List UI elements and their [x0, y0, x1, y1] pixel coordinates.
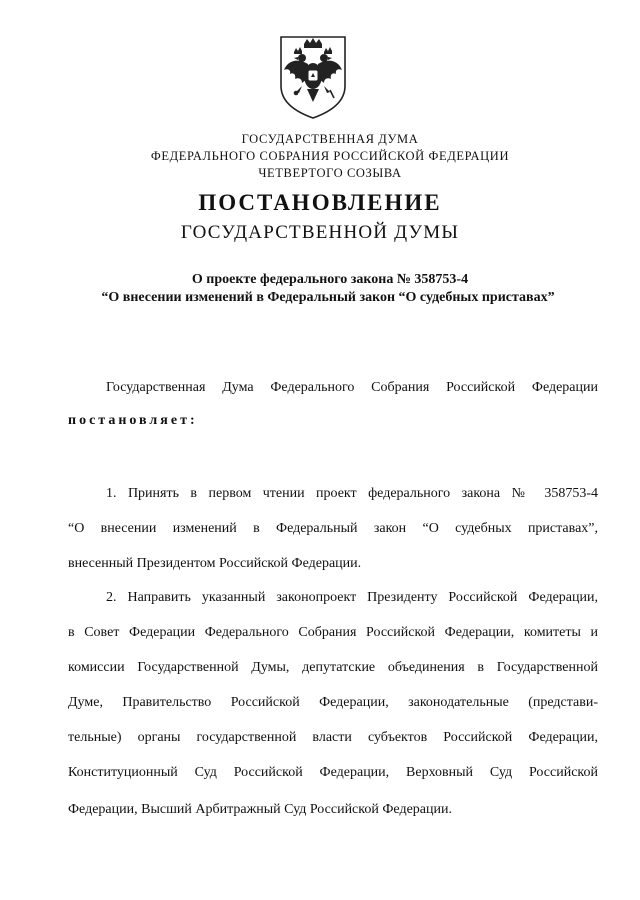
bill-reference: О проекте федерального закона № 358753-4	[191, 272, 469, 287]
item-1-line-1: 1. Принять в первом чтении проект федерального закона № 358753-4	[106, 486, 598, 501]
org-name-line-1: ГОСУДАРСТВЕННАЯ ДУМА	[241, 132, 419, 146]
item-2-line-2: в Совет Федерации Федерального Собрания Российской Федерации, комитеты и	[68, 625, 598, 640]
item-1-line-2: “О внесении изменений в Федеральный закон “О судебных приставах”,	[68, 521, 598, 536]
item-2-line-5: тельные) органы государственной власти субъектов Российской Федерации,	[68, 730, 598, 745]
preamble-text: Государственная Дума Федерального Собрания Российской Федерации	[106, 380, 598, 395]
item-2-line-7: Федерации, Высший Арбитражный Суд Российской Федерации.	[68, 802, 452, 817]
item-2-line-3: комиссии Государственной Думы, депутатские объединения в Государственной	[68, 660, 598, 675]
item-2-line-6: Конституционный Суд Российской Федерации, Верховный Суд Российской	[68, 765, 598, 780]
org-name-line-3: ЧЕТВЕРТОГО СОЗЫВА	[258, 166, 402, 180]
item-2-line-1: 2. Направить указанный законопроект Президенту Российской Федерации,	[106, 590, 598, 605]
document-subtitle: ГОСУДАРСТВЕННОЙ ДУМЫ	[180, 222, 460, 243]
coat-of-arms-emblem	[278, 34, 348, 120]
document-title: ПОСТАНОВЛЕНИЕ	[198, 190, 442, 215]
item-1-line-3: внесенный Президентом Российской Федерации.	[68, 556, 362, 571]
bill-title: “О внесении изменений в Федеральный закон “О судебных приставах”	[101, 290, 555, 305]
item-2-line-4: Думе, Правительство Российской Федерации, законодательные (представи-	[68, 695, 598, 710]
decree-word: постановляет:	[68, 413, 198, 428]
org-name-line-2: ФЕДЕРАЛЬНОГО СОБРАНИЯ РОССИЙСКОЙ ФЕДЕРАЦИИ	[150, 149, 510, 163]
